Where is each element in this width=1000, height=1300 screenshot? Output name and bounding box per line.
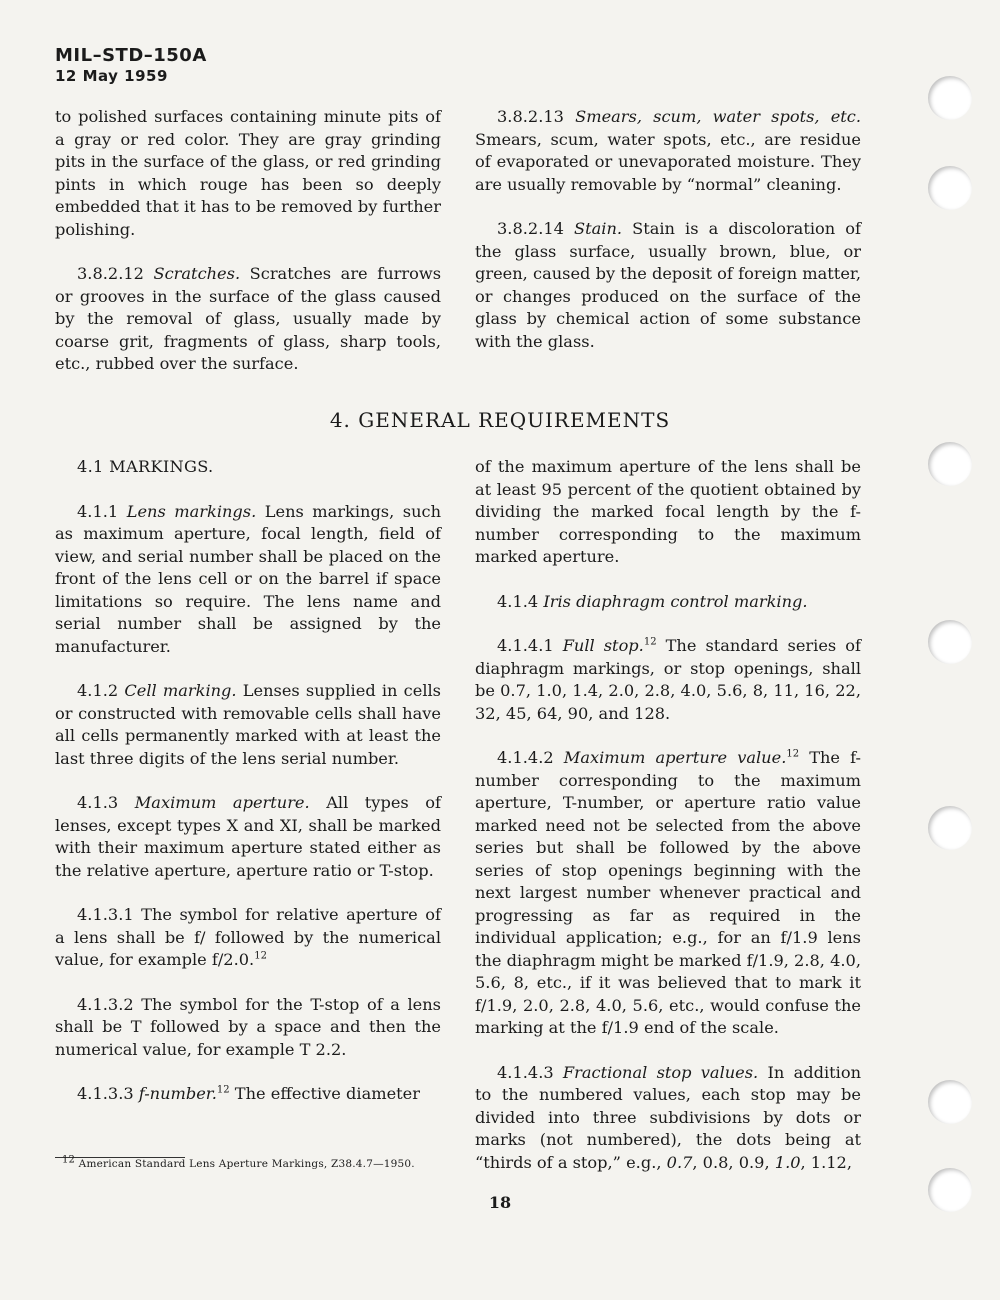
left-column-bottom [55,456,441,1128]
section-title-italic: f-number. [138,1084,217,1103]
emphasized-value: 0.7 [666,1152,693,1172]
section-title-italic: Iris diaphragm control marking. [543,591,808,611]
document-date: 12 May 1959 [55,67,168,85]
section-title-italic: Maximum aperture value. [563,748,787,767]
section-number: 4.1.4.1 [497,636,563,655]
section-heading: 4. GENERAL REQUIREMENTS [329,408,671,432]
paragraph-body: The f-number corresponding to the maximum aperture, T-number, or aperture ratio value marked need not be selected from the above series but shall be followed by the above series of stop openings beginning with the next largest number whenever practical and progressing as far as required in the individual application; e.g., for an f/1.9 lens the diaphragm might be marked f/1.9, 2.8, 4.0, 5.6, 8, etc., if it was believed that to mark it f/1.9, 2.0, 2.8, 4.0, 5.6, etc., would confuse the marking at the f/1.9 end of the scale. [475,748,861,1037]
section-number: 4.1.3 [77,793,135,812]
left-column-top [55,106,441,398]
section-number: 4.1.1 [77,501,127,521]
paragraph-4-1-1 [55,501,441,659]
binder-hole [928,1080,972,1124]
paragraph-3-8-2-13 [475,106,861,196]
paragraph-body: , 0.8, 0.9, [692,1152,775,1172]
section-title-italic: Scratches. [153,264,241,283]
footnote-marker: 12 [62,1154,76,1166]
binder-hole [928,1168,972,1212]
binder-hole [928,166,972,210]
paragraph-body: Lenses supplied in cells or constructed with removable cells shall have all cells permanently marked with at least the last three digits of the lens serial number. [55,681,441,768]
section-number: 4.1.4.3 [497,1062,563,1082]
page-number: 18 [488,1193,512,1212]
emphasized-value: 1.0 [774,1152,801,1172]
paragraph-4-1-3-3 [55,1083,441,1106]
paragraph-4-1-2 [55,680,441,770]
section-title-italic: Stain. [574,219,623,238]
paragraph-4-1-4-3 [475,1062,861,1175]
heading-4-1: 4.1 MARKINGS. [77,457,214,476]
paragraph-continued: of the maximum aperture of the lens shall be at least 95 percent of the quotient obtained by dividing the marked focal length by the f-number corresponding to the maximum marked aperture. [475,457,861,566]
section-title-italic: Fractional stop values. [562,1062,759,1082]
binder-hole [928,806,972,850]
paragraph-3-8-2-12 [55,263,441,376]
paragraph-4-1-4 [475,591,861,614]
section-title-italic: Cell marking. [124,681,237,700]
right-column-bottom [475,456,861,1196]
footnote-text: American Standard Lens Aperture Markings, Z38.4.7—1950. [75,1158,415,1170]
paragraph-body: Scratches are furrows or grooves in the surface of the glass caused by the removal of glass, usually made by coarse grit, fragments of glass, sharp tools, etc., rubbed over the surface. [55,264,442,373]
binder-hole [928,442,972,486]
section-number: 4.1.2 [77,681,125,700]
section-number: 3.8.2.14 [497,219,575,238]
paragraph-body: Stain is a discoloration of the glass surface, usually brown, blue, or green, caused by the deposit of foreign matter, or changes produced on the surface of the glass by chemical action of some substance with the glass. [475,219,862,351]
paragraph-body: Smears, scum, water spots, etc., are residue of evaporated or unevaporated moisture. They are usually removable by “normal” cleaning. [475,129,861,194]
footnote [62,1154,415,1170]
paragraph-body: Lens markings, such as maximum aperture, focal length, field of view, and serial number shall be placed on the front of the lens cell or on the barrel if space limitations so require. The lens name and serial number shall be assigned by the manufacturer. [55,501,441,656]
section-number: 4.1.4.2 [497,748,564,767]
footnote-ref: 12 [786,748,800,760]
paragraph-4-1-3-2: 4.1.3.2 The symbol for the T-stop of a lens shall be T followed by a space and then the numerical value, for example T 2.2. [55,994,441,1059]
paragraph-4-1-3 [55,792,441,882]
paragraph-body: The standard series of diaphragm markings, or stop openings, shall be 0.7, 1.0, 1.4, 2.0, 2.8, 4.0, 5.6, 8, 11, 16, 22, 32, 45, 64, 90, and 128. [475,636,861,723]
section-number: 4.1.4 [497,591,544,611]
document-header [55,46,207,86]
binder-hole [928,76,972,120]
paragraph-body: All types of lenses, except types X and XI, shall be marked with their maximum aperture stated either as the relative aperture, aperture ratio or T-stop. [55,793,441,880]
footnote-ref: 12 [643,636,657,648]
section-number: 4.1.3.3 [77,1084,139,1103]
paragraph-body: In addition to the numbered values, each stop may be divided into three subdivisions by dots or marks (not numbered), the dots being at “thirds of a stop,” e.g., [475,1062,861,1172]
section-title-italic: Lens markings. [126,501,257,521]
paragraph-body: The effective diameter [229,1084,420,1103]
footnote-ref: 12 [216,1084,230,1096]
section-number: 3.8.2.13 [497,107,576,126]
paragraph-4-1-4-1 [475,635,861,725]
paragraph-4-1-4-2 [475,747,861,1040]
section-number: 3.8.2.12 [77,264,154,283]
section-title-italic: Maximum aperture. [134,793,310,812]
paragraph-continued: to polished surfaces containing minute pits of a gray or red color. They are gray grinding pits in the surface of the glass, or red grinding pints in which rouge has been so deeply embedded that it has to be removed by further polishing. [55,107,441,239]
section-title-italic: Full stop. [562,636,644,655]
section-title-italic: Smears, scum, water spots, etc. [575,107,861,126]
standard-number: MIL–STD–150A [55,45,207,66]
binder-hole [928,620,972,664]
paragraph-body: , 1.12, [800,1152,852,1172]
right-column-top [475,106,861,375]
paragraph-4-1-3-1 [55,904,441,972]
paragraph-3-8-2-14 [475,218,861,353]
paragraph-body: 4.1.3.1 The symbol for relative aperture of a lens shall be f/ followed by the numerical value, for example f/2.0. [55,905,441,969]
footnote-ref: 12 [254,950,267,962]
